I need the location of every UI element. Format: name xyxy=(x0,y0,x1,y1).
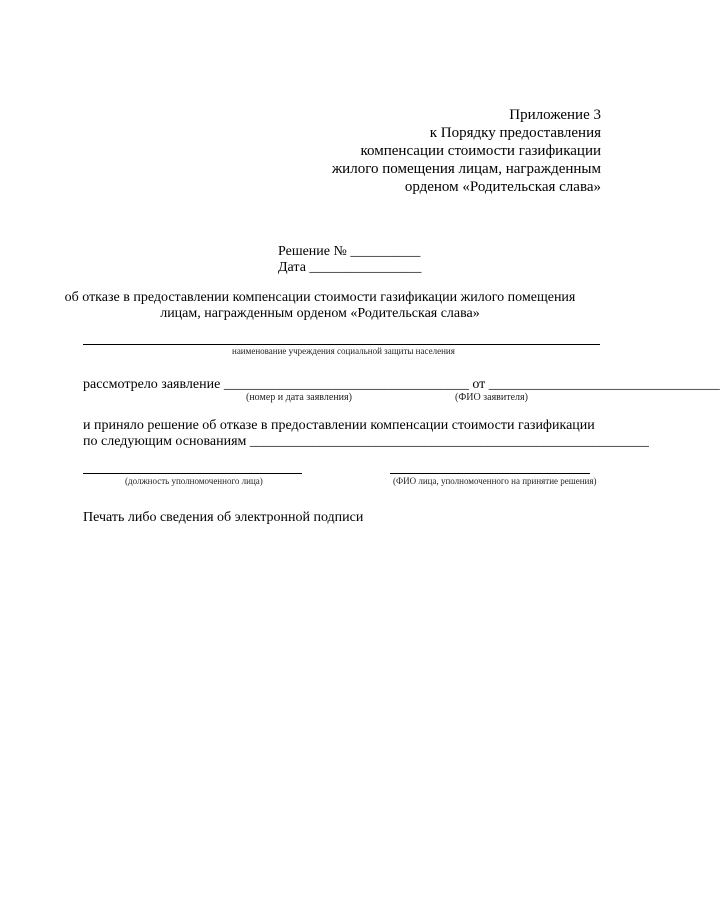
position-caption: (должность уполномоченного лица) xyxy=(125,476,263,486)
application-number-caption: (номер и дата заявления) xyxy=(246,392,352,403)
appendix-number: Приложение 3 xyxy=(509,107,601,123)
application-line xyxy=(83,377,720,393)
institution-caption: наименование учреждения социальной защиты населения xyxy=(232,346,455,356)
decision-date-blank: ________________ xyxy=(309,260,422,275)
decision-date-line xyxy=(278,260,421,276)
document-title-line-2: лицам, награжденным орденом «Родительская слава» xyxy=(160,306,480,321)
applicant-name-blank: _________________________________ xyxy=(488,377,720,392)
refusal-grounds-blank-2: ______________________ xyxy=(494,434,649,449)
applicant-name-caption: (ФИО заявителя) xyxy=(455,392,528,403)
document-title-line-1: об отказе в предоставлении компенсации стоимости газификации жилого помещения xyxy=(64,290,576,305)
refusal-line-1: и приняло решение об отказе в предоставлении компенсации стоимости газификации xyxy=(83,418,595,433)
refusal-line-2 xyxy=(83,434,649,450)
institution-name-line xyxy=(83,344,600,345)
decision-date-label: Дата xyxy=(278,260,306,275)
application-number-blank: ___________________________________ xyxy=(223,377,469,392)
application-from-label: от xyxy=(472,377,486,392)
appendix-header xyxy=(332,106,601,196)
position-signature-line xyxy=(83,473,302,474)
appendix-ref-line-2: к Порядку предоставления xyxy=(429,125,601,141)
decision-number-line xyxy=(278,244,420,260)
decision-number-blank: __________ xyxy=(350,244,421,259)
name-caption: (ФИО лица, уполномоченного на принятие решения) xyxy=(393,476,597,486)
document-title xyxy=(0,290,640,322)
stamp-or-e-signature: Печать либо сведения об электронной подписи xyxy=(83,510,364,525)
refusal-grounds-blank: ___________________________________ xyxy=(249,434,495,449)
application-label: рассмотрело заявление xyxy=(83,377,221,392)
appendix-ref-line-5: орденом «Родительская слава» xyxy=(404,179,601,195)
appendix-ref-line-4: жилого помещения лицам, награжденным xyxy=(331,161,601,177)
appendix-ref-line-3: компенсации стоимости газификации xyxy=(360,143,601,159)
refusal-grounds-label: по следующим основаниям xyxy=(83,434,247,449)
name-signature-line xyxy=(390,473,590,474)
decision-number-label: Решение № xyxy=(278,244,347,259)
